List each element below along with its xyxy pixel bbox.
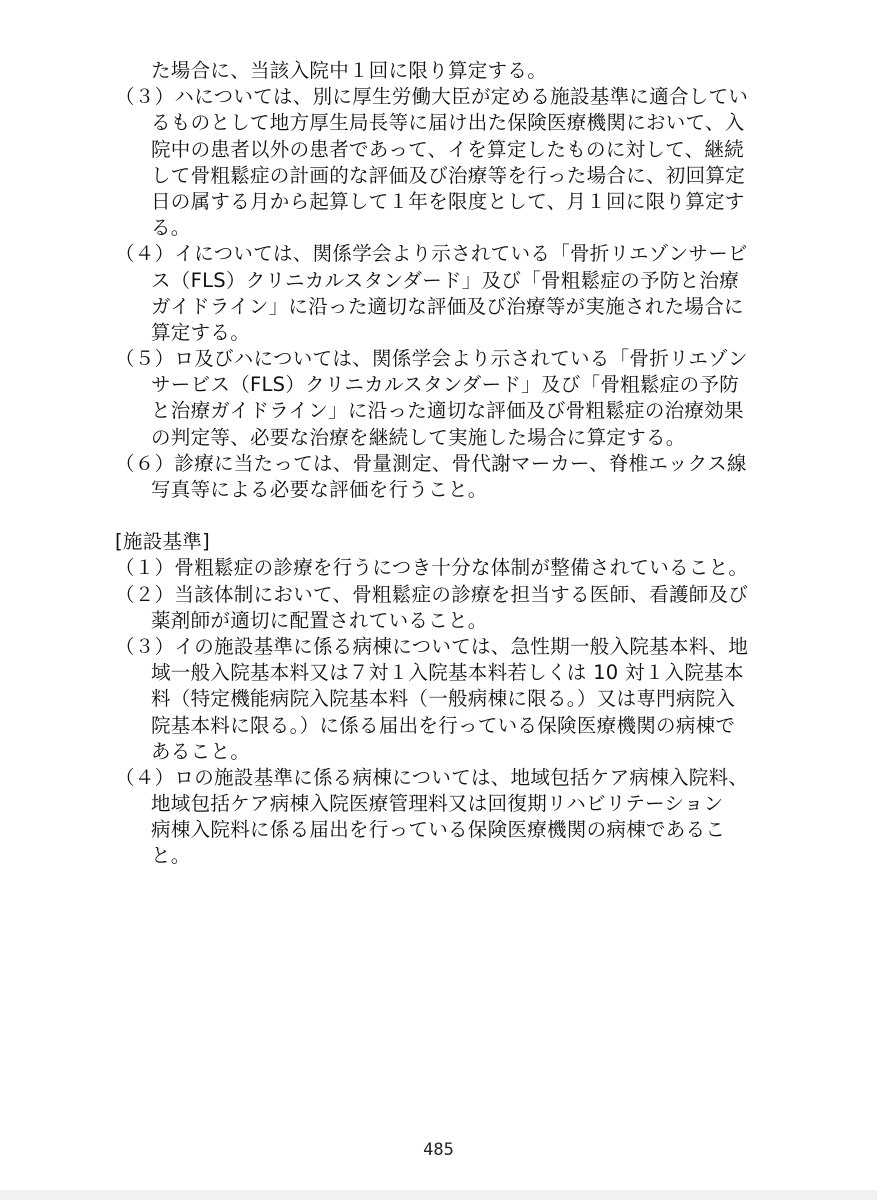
- text-line: して骨粗鬆症の計画的な評価及び治療等を行った場合に、初回算定: [151, 163, 746, 187]
- text-line: の判定等、必要な治療を継続して実施した場合に算定する。: [151, 425, 686, 449]
- list-item-4-line-1: （４）イについては、関係学会より示されている「骨折リエゾンサービ: [115, 242, 748, 266]
- text-line: サービス（FLS）クリニカルスタンダード」及び「骨粗鬆症の予防: [151, 373, 740, 397]
- document-body: [115, 58, 815, 870]
- text-line: 料（特定機能病院入院基本料（一般病棟に限る。）又は専門病院入: [151, 687, 736, 711]
- page-number: 485: [423, 1140, 454, 1160]
- standard-item-3-line-1: （３）イの施設基準に係る病棟については、急性期一般入院基本料、地: [115, 634, 749, 658]
- text-line: 院基本料に限る。）に係る届出を行っている保険医療機関の病棟で: [151, 713, 736, 737]
- text-line: ガイドライン」に沿った適切な評価及び治療等が実施された場合に: [151, 294, 744, 318]
- text-line: と。: [151, 844, 191, 868]
- text-line: 院中の患者以外の患者であって、イを算定したものに対して、継続: [151, 137, 745, 161]
- text-line: 病棟入院料に係る届出を行っている保険医療機関の病棟であるこ: [151, 818, 726, 842]
- paragraph-gap: [115, 503, 815, 529]
- list-item-3-line-1: （３）ハについては、別に厚生労働大臣が定める施設基準に適合してい: [115, 85, 749, 109]
- standard-item-2-line-1: （２）当該体制において、骨粗鬆症の診療を担当する医師、看護師及び: [115, 582, 749, 606]
- text-line: るものとして地方厚生局長等に届け出た保険医療機関において、入: [151, 111, 745, 135]
- text-line: あること。: [151, 739, 251, 763]
- text-line: ス（FLS）クリニカルスタンダード」及び「骨粗鬆症の予防と治療: [151, 268, 740, 292]
- list-item-5-line-1: （５）ロ及びハについては、関係学会より示されている「骨折リエゾン: [115, 347, 748, 371]
- text-line: 算定する。: [151, 320, 251, 344]
- standard-item-1: （１）骨粗鬆症の診療を行うにつき十分な体制が整備されていること。: [115, 556, 749, 580]
- text-line: 日の属する月から起算して１年を限度として、月１回に限り算定す: [151, 189, 745, 213]
- standard-item-4-line-1: （４）ロの施設基準に係る病棟については、地域包括ケア病棟入院料、: [115, 765, 749, 789]
- text-line: 地域包括ケア病棟入院医療管理料又は回復期リハビリテーション: [151, 792, 724, 816]
- viewer-bottom-edge: [0, 1190, 877, 1200]
- text-line: る。: [151, 216, 191, 240]
- text-line: た場合に、当該入院中１回に限り算定する。: [151, 59, 547, 82]
- text-line: と治療ガイドライン」に沿った適切な評価及び骨粗鬆症の治療効果: [151, 399, 744, 423]
- section-heading-facility-standards: [施設基準]: [115, 530, 211, 554]
- list-item-6-line-1: （６）診療に当たっては、骨量測定、骨代謝マーカー、脊椎エックス線: [115, 451, 747, 475]
- text-line: 域一般入院基本料又は７対１入院基本料若しくは 10 対１入院基本: [151, 661, 744, 685]
- text-line: 写真等による必要な評価を行うこと。: [151, 478, 488, 501]
- text-line: 薬剤師が適切に配置されていること。: [151, 608, 488, 632]
